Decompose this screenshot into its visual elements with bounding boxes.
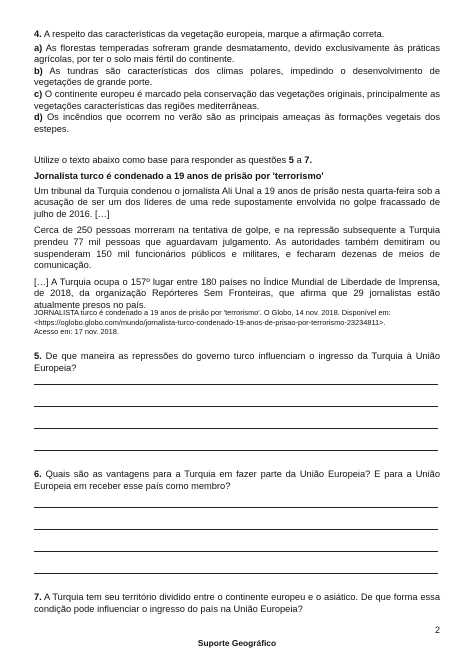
question-5-number: 5. (34, 351, 42, 361)
option-d-letter: d) (34, 112, 43, 123)
article (34, 171, 440, 312)
answer-line[interactable] (34, 529, 438, 530)
question-7-text: A Turquia tem seu território dividido entre o continente europeu e o asiático. De que forma essa condição pode influenciar o ingresso do país na União Europeia? (34, 592, 440, 614)
answer-line[interactable] (34, 450, 438, 451)
option-d (34, 112, 440, 135)
reference-url: <https://oglobo.globo.com/mundo/jornalista-turco-condenado-19-anos-de-prisao-por-terrorismo-23234811>. (34, 317, 386, 327)
question-4-stem (34, 29, 440, 41)
option-c-text: O continente europeu é marcado pela conservação das vegetações originais, principalmente as vegetações características das regiões mediterrâneas. (34, 88, 440, 111)
option-b-letter: b) (34, 65, 43, 76)
reference-line: JORNALISTA turco é condenado a 19 anos de prisão por 'terrorismo'. O Globo, 14 nov. 2018. Disponível em: (34, 308, 391, 317)
page-number: 2 (435, 625, 441, 635)
answer-line[interactable] (34, 573, 438, 574)
option-a-letter: a) (34, 42, 43, 53)
option-a-text: As florestas temperadas sofreram grande desmatamento, devido exclusivamente às práticas agrícolas, por ter o solo mais fértil do continente. (34, 42, 440, 65)
answer-line[interactable] (34, 428, 438, 429)
question-5 (34, 351, 440, 374)
question-4 (34, 29, 440, 135)
option-c-letter: c) (34, 88, 43, 99)
article-paragraph: Cerca de 250 pessoas morreram na tentativa de golpe, e na repressão subsequente a Turquia prendeu 77 mil pessoas que aguardavam julgamento. As autoridades também demitiram ou suspenderam 150 mil funcionários públicos e militares, e fecharam dezenas de meios de comunicação. (34, 225, 440, 271)
instruction-q-end: 7. (304, 155, 313, 165)
answer-line[interactable] (34, 406, 438, 407)
answer-line[interactable] (34, 551, 438, 552)
option-c (34, 89, 440, 112)
question-7-number: 7. (34, 592, 42, 602)
question-4-number: 4. (34, 29, 42, 39)
option-a (34, 43, 440, 66)
question-6-text: Quais são as vantagens para a Turquia em fazer parte da União Europeia? E para a União Europeia em receber esse país como membro? (34, 469, 440, 491)
option-d-text: Os incêndios que ocorrem no verão são as principais ameaças às formações vegetais dos estepes. (34, 112, 440, 134)
article-reference (34, 308, 440, 337)
instruction-q-start: 5 (288, 155, 294, 165)
question-6 (34, 469, 440, 492)
answer-line[interactable] (34, 507, 438, 508)
article-paragraph: […] A Turquia ocupa o 157º lugar entre 180 países no Índice Mundial de Liberdade de Imprensa, de 2018, da organização Repórteres Sem Fronteiras, que afirma que 29 jornalistas estão atualmente presos no país. (34, 276, 440, 310)
instruction (34, 155, 440, 167)
option-b-text: As tundras são características dos climas polares, impedindo o desenvolvimento de vegetações de grande porte. (34, 65, 440, 88)
footer-label: Suporte Geográfico (197, 638, 277, 648)
question-6-number: 6. (34, 469, 42, 479)
question-7 (34, 592, 440, 615)
instruction-connector: a (293, 155, 305, 165)
reference-access-date: Acesso em: 17 nov. 2018. (34, 327, 119, 337)
answer-line[interactable] (34, 384, 438, 385)
question-4-text: A respeito das características da vegetação europeia, marque a afirmação correta. (41, 29, 385, 39)
article-title: Jornalista turco é condenado a 19 anos de prisão por 'terrorismo' (34, 171, 324, 181)
option-b (34, 66, 440, 89)
instruction-text: Utilize o texto abaixo como base para responder as questões (34, 155, 289, 165)
article-paragraph: Um tribunal da Turquia condenou o jornalista Ali Unal a 19 anos de prisão nesta quarta-feira sob a acusação de ser um dos líderes de uma rede supostamente envolvida no golpe fracassado de julho de 2016. […] (34, 185, 440, 219)
question-5-text: De que maneira as repressões do governo turco influenciam o ingresso da Turquia à União Europeia? (34, 351, 440, 373)
